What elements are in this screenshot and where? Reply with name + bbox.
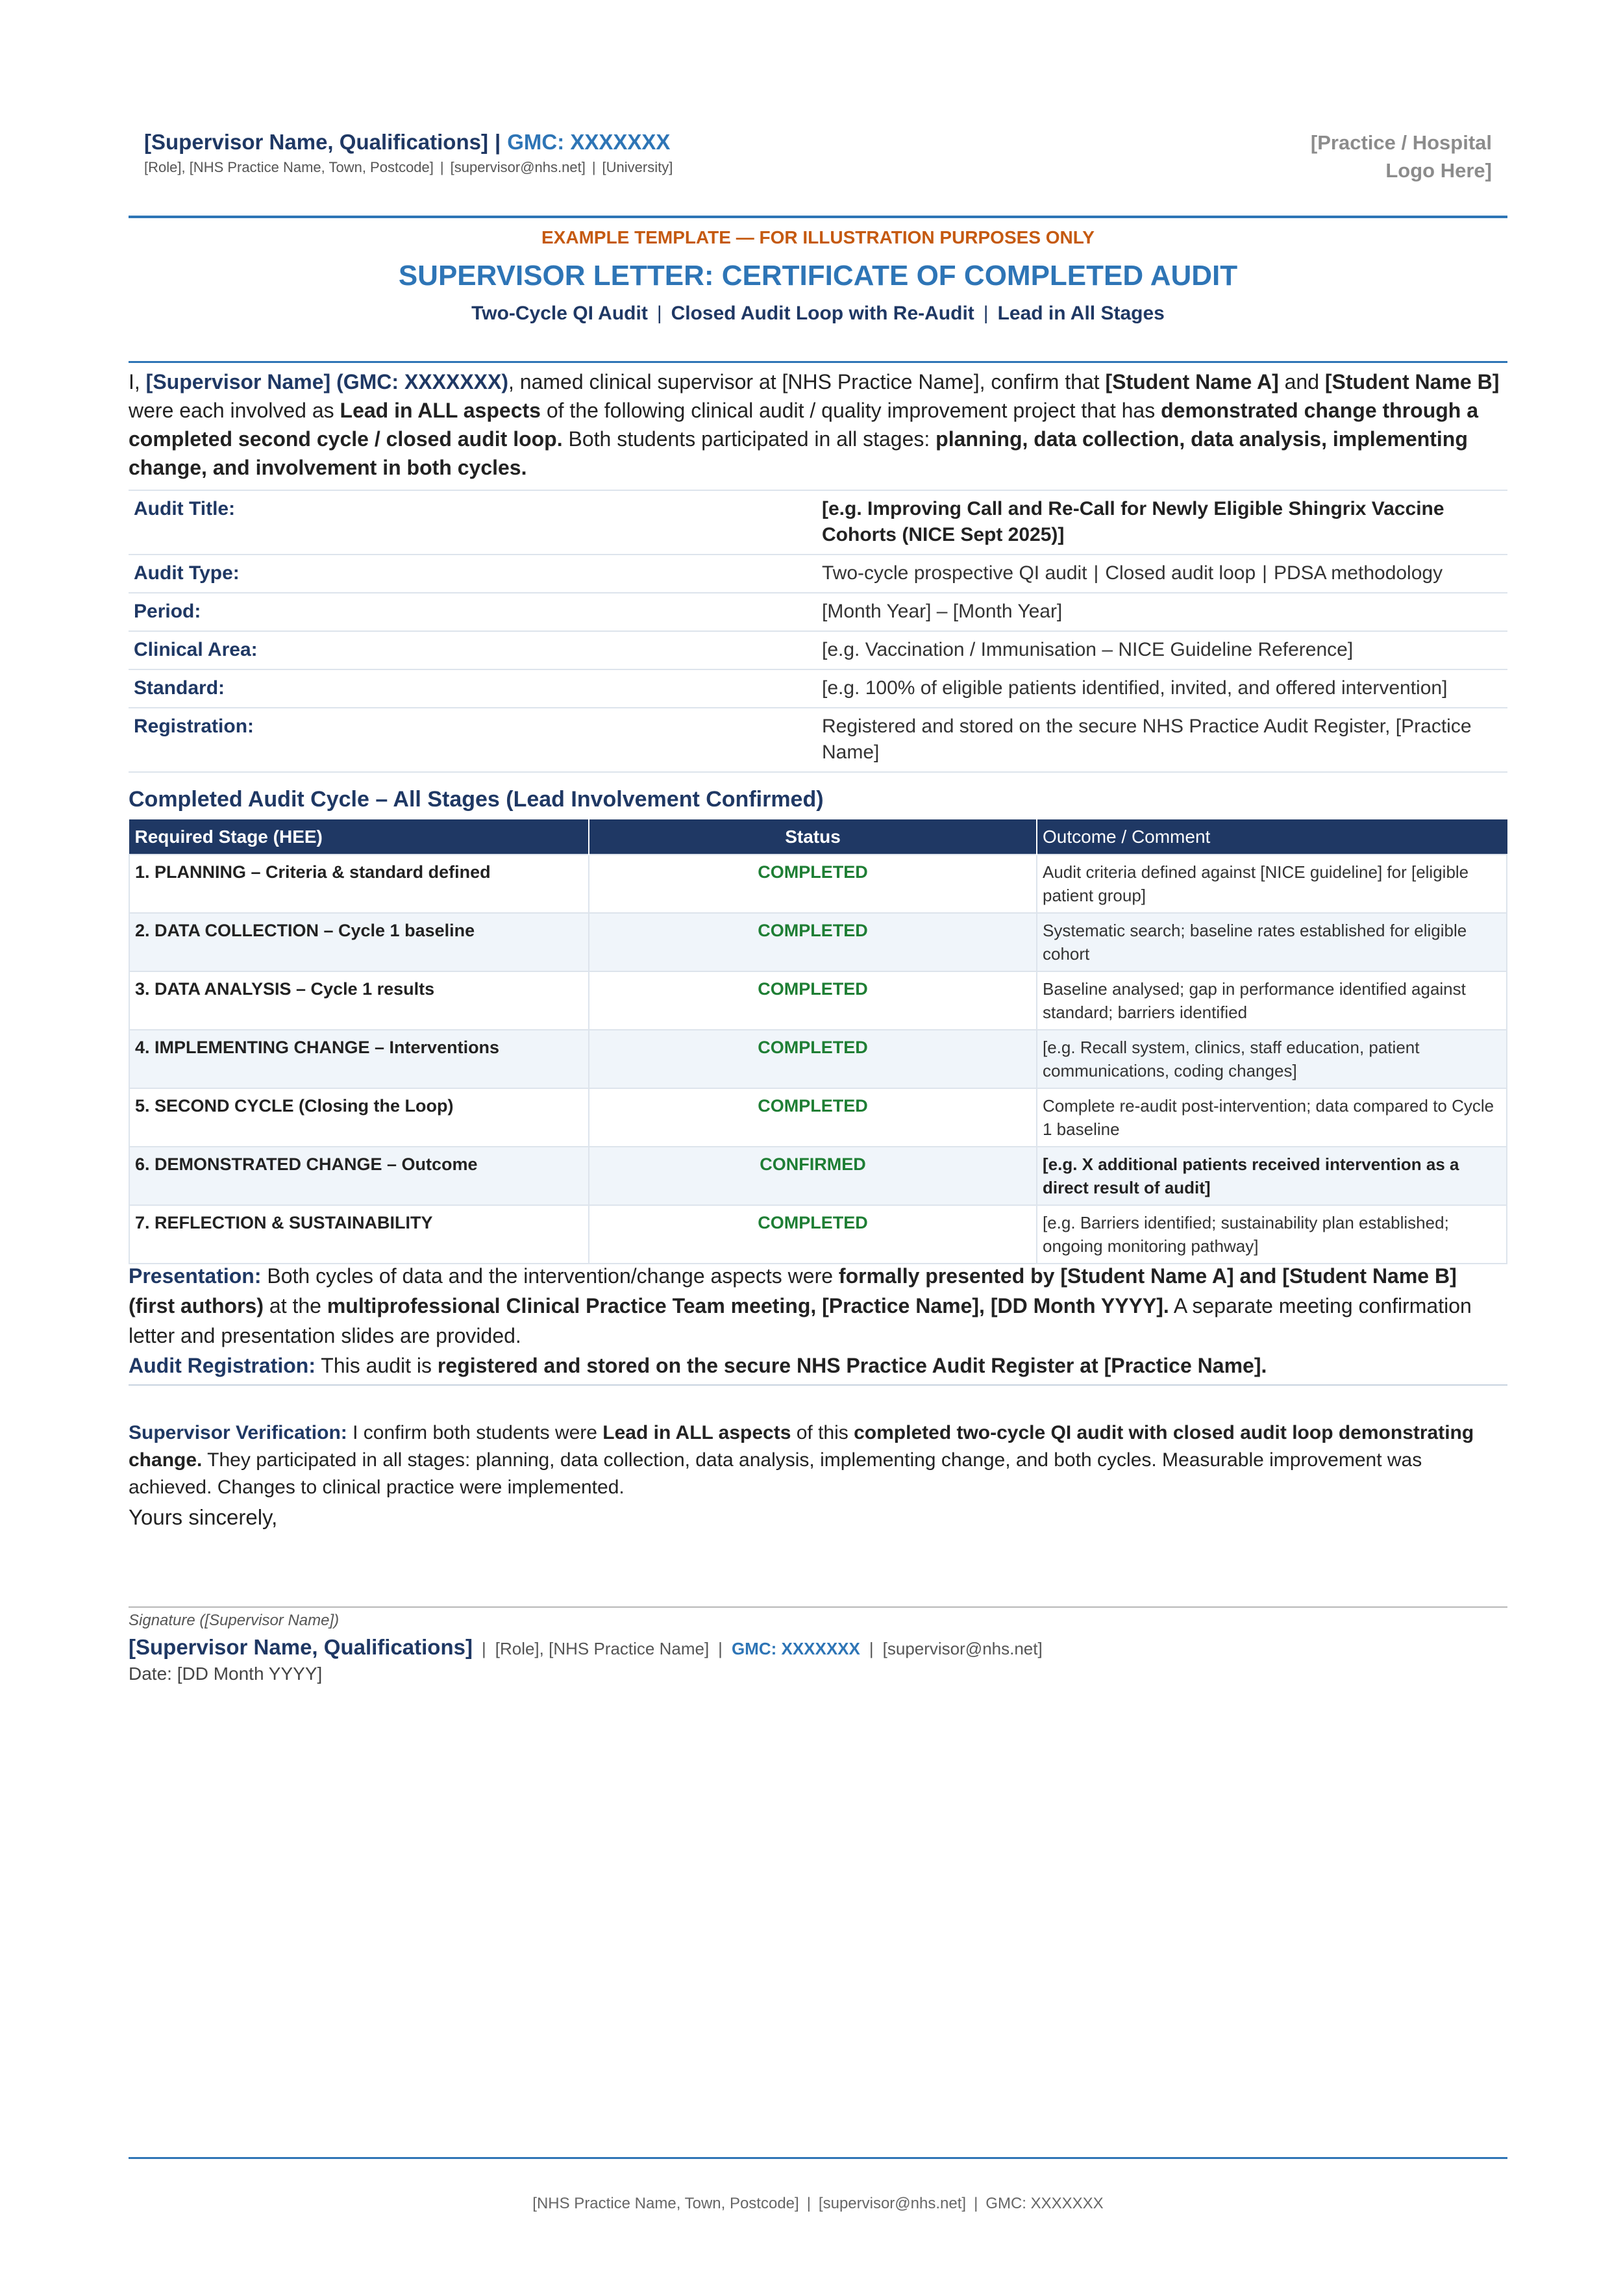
signature-email: [supervisor@nhs.net]	[882, 1639, 1043, 1658]
registration-label: Audit Registration:	[129, 1354, 316, 1377]
details-value	[817, 555, 1507, 593]
audit-cycle-heading: Completed Audit Cycle – All Stages (Lead Involvement Confirmed)	[129, 787, 824, 812]
column-header-status: Status	[589, 820, 1037, 855]
header-separator: |	[494, 130, 501, 154]
audit-type-separator: |	[1262, 562, 1267, 584]
details-row	[129, 631, 1507, 669]
details-value: [Month Year] – [Month Year]	[817, 593, 1507, 631]
verification-text: I confirm both students were	[347, 1422, 603, 1443]
audit-type-part: Two-cycle prospective QI audit	[822, 562, 1087, 584]
header-supervisor-name: [Supervisor Name, Qualifications]	[144, 130, 488, 154]
details-value: Registered and stored on the secure NHS Practice Audit Register, [Practice Name]	[817, 708, 1507, 772]
details-row	[129, 490, 1507, 555]
details-row	[129, 593, 1507, 631]
header-divider	[129, 216, 1507, 218]
signature-separator: |	[869, 1639, 874, 1658]
signature-line	[129, 1606, 1507, 1608]
footer-separator: |	[806, 2195, 811, 2212]
logo-line-2: Logo Here]	[1385, 159, 1492, 182]
outcome-cell: Complete re-audit post-intervention; data compared to Cycle 1 baseline	[1037, 1088, 1507, 1147]
signature-caption: Signature ([Supervisor Name])	[129, 1612, 340, 1629]
details-label: Registration:	[129, 708, 817, 772]
intro-stages: planning, data collection, data analysis, implementing change, and involvement in both cycles.	[129, 427, 1468, 479]
table-row	[129, 913, 1507, 971]
verification-text: of this	[791, 1422, 854, 1443]
registration-paragraph	[129, 1351, 1507, 1380]
page-footer	[129, 2195, 1507, 2213]
presentation-text: A separate meeting confirmation letter and presentation slides are provided.	[129, 1294, 1472, 1347]
header-sub-separator: |	[591, 159, 596, 175]
signature-role: [Role], [NHS Practice Name]	[495, 1639, 710, 1658]
footer-address: [NHS Practice Name, Town, Postcode]	[532, 2195, 799, 2212]
details-label: Period:	[129, 593, 817, 631]
details-label: Audit Title:	[129, 490, 817, 555]
intro-paragraph	[129, 368, 1507, 482]
footer-gmc: GMC: XXXXXXX	[985, 2195, 1104, 2212]
outcome-cell: [e.g. X additional patients received intervention as a direct result of audit]	[1037, 1147, 1507, 1205]
footer-separator: |	[974, 2195, 978, 2212]
intro-demonstrated: demonstrated change through a completed second cycle / closed audit loop.	[129, 399, 1479, 451]
example-note: EXAMPLE TEMPLATE — FOR ILLUSTRATION PURPOSES ONLY	[541, 227, 1095, 247]
audit-type-part: Closed audit loop	[1105, 562, 1256, 584]
audit-type-separator: |	[1093, 562, 1099, 584]
verification-bold: completed two-cycle QI audit with closed audit loop demonstrating change.	[129, 1422, 1474, 1471]
intro-text: were each involved as	[129, 399, 340, 422]
title-divider	[129, 361, 1507, 363]
header-name-line	[144, 130, 670, 155]
letter-title: SUPERVISOR LETTER: CERTIFICATE OF COMPLETED AUDIT	[398, 260, 1238, 292]
stage-cell: 4. IMPLEMENTING CHANGE – Interventions	[129, 1030, 589, 1088]
details-label: Audit Type:	[129, 555, 817, 593]
details-label: Clinical Area:	[129, 631, 817, 669]
letter-subtitle	[129, 303, 1507, 325]
signature-separator: |	[481, 1639, 486, 1658]
signature-name: [Supervisor Name, Qualifications]	[129, 1635, 473, 1659]
presentation-bold: multiprofessional Clinical Practice Team meeting, [Practice Name], [DD Month YYYY].	[327, 1294, 1169, 1317]
status-cell: COMPLETED	[589, 971, 1037, 1030]
stage-cell: 3. DATA ANALYSIS – Cycle 1 results	[129, 971, 589, 1030]
subtitle-item: Two-Cycle QI Audit	[471, 303, 648, 324]
stage-cell: 6. DEMONSTRATED CHANGE – Outcome	[129, 1147, 589, 1205]
status-cell: COMPLETED	[589, 913, 1037, 971]
intro-text: and	[1278, 370, 1325, 393]
intro-text: of the following clinical audit / quality improvement project that has	[540, 399, 1161, 422]
status-cell: COMPLETED	[589, 1088, 1037, 1147]
table-row	[129, 1030, 1507, 1088]
details-value: [e.g. Improving Call and Re-Call for Newly Eligible Shingrix Vaccine Cohorts (NICE Sept 2025)]	[817, 490, 1507, 555]
presentation-section	[129, 1261, 1507, 1380]
intro-text: , named clinical supervisor at [NHS Practice Name], confirm that	[508, 370, 1106, 393]
table-row	[129, 1088, 1507, 1147]
header-gmc: GMC: XXXXXXX	[507, 130, 671, 154]
intro-text: Both students participated in all stages:	[562, 427, 936, 451]
presentation-text: at the	[264, 1294, 327, 1317]
status-cell: COMPLETED	[589, 1030, 1037, 1088]
stage-cell: 2. DATA COLLECTION – Cycle 1 baseline	[129, 913, 589, 971]
header-email: [supervisor@nhs.net]	[450, 159, 586, 175]
logo-line-1: [Practice / Hospital	[1310, 131, 1492, 154]
details-value: [e.g. Vaccination / Immunisation – NICE Guideline Reference]	[817, 631, 1507, 669]
audit-details-table	[129, 490, 1507, 773]
footer-email: [supervisor@nhs.net]	[818, 2195, 967, 2212]
outcome-cell: Baseline analysed; gap in performance identified against standard; barriers identified	[1037, 971, 1507, 1030]
intro-text: I,	[129, 370, 146, 393]
signature-separator: |	[718, 1639, 723, 1658]
verification-bold: Lead in ALL aspects	[602, 1422, 791, 1443]
details-label: Standard:	[129, 669, 817, 708]
status-cell: COMPLETED	[589, 855, 1037, 913]
details-row	[129, 708, 1507, 772]
subtitle-separator: |	[656, 303, 662, 324]
stage-cell: 1. PLANNING – Criteria & standard defined	[129, 855, 589, 913]
details-row	[129, 555, 1507, 593]
outcome-cell: [e.g. Barriers identified; sustainability plan established; ongoing monitoring pathway]	[1037, 1205, 1507, 1264]
verification-text: They participated in all stages: planning, data collection, data analysis, implementing change, and both cycles. Measurable improvement was achieved. Changes to clinical practice were implemented.	[129, 1449, 1422, 1498]
signature-date: Date: [DD Month YYYY]	[129, 1664, 323, 1684]
details-row	[129, 669, 1507, 708]
outcome-cell: Systematic search; baseline rates established for eligible cohort	[1037, 913, 1507, 971]
logo-placeholder	[1284, 129, 1492, 184]
presentation-label: Presentation:	[129, 1264, 262, 1288]
presentation-text: Both cycles of data and the intervention/change aspects were	[261, 1264, 839, 1288]
outcome-cell: [e.g. Recall system, clinics, staff education, patient communications, coding changes]	[1037, 1030, 1507, 1088]
intro-student-a: [Student Name A]	[1105, 370, 1279, 393]
intro-supervisor: [Supervisor Name] (GMC: XXXXXXX)	[145, 370, 509, 393]
column-header-outcome: Outcome / Comment	[1037, 820, 1507, 855]
column-header-stage: Required Stage (HEE)	[129, 820, 589, 855]
intro-lead: Lead in ALL aspects	[340, 399, 541, 422]
header-role: [Role], [NHS Practice Name, Town, Postcode]	[144, 159, 434, 175]
stage-cell: 5. SECOND CYCLE (Closing the Loop)	[129, 1088, 589, 1147]
subtitle-item: Closed Audit Loop with Re-Audit	[671, 303, 974, 324]
stages-header-row	[129, 820, 1507, 855]
table-row	[129, 1205, 1507, 1264]
outcome-cell: Audit criteria defined against [NICE guideline] for [eligible patient group]	[1037, 855, 1507, 913]
verification-label: Supervisor Verification:	[129, 1422, 347, 1443]
stage-cell: 7. REFLECTION & SUSTAINABILITY	[129, 1205, 589, 1264]
subtitle-item: Lead in All Stages	[997, 303, 1165, 324]
status-cell: COMPLETED	[589, 1205, 1037, 1264]
table-row	[129, 971, 1507, 1030]
section-divider	[129, 1384, 1507, 1386]
status-cell: CONFIRMED	[589, 1147, 1037, 1205]
header-sub-separator: |	[440, 159, 444, 175]
intro-student-b: [Student Name B]	[1324, 370, 1500, 393]
registration-text: This audit is	[315, 1354, 438, 1377]
presentation-bold: formally presented by [Student Name A] and [Student Name B] (first authors)	[129, 1264, 1457, 1317]
registration-bold: registered and stored on the secure NHS Practice Audit Register at [Practice Name].	[437, 1354, 1267, 1377]
header-university: [University]	[602, 159, 673, 175]
signature-gmc: GMC: XXXXXXX	[731, 1639, 860, 1658]
signature-details	[129, 1635, 1043, 1660]
details-value: [e.g. 100% of eligible patients identified, invited, and offered intervention]	[817, 669, 1507, 708]
footer-divider	[129, 2157, 1507, 2159]
presentation-paragraph	[129, 1261, 1507, 1351]
header-subline	[144, 159, 673, 176]
table-row	[129, 1147, 1507, 1205]
closing-text: Yours sincerely,	[129, 1505, 278, 1529]
verification-paragraph	[129, 1419, 1507, 1501]
subtitle-separator: |	[983, 303, 989, 324]
audit-stages-table	[129, 819, 1507, 1264]
table-row	[129, 855, 1507, 913]
audit-type-part: PDSA methodology	[1273, 562, 1443, 584]
